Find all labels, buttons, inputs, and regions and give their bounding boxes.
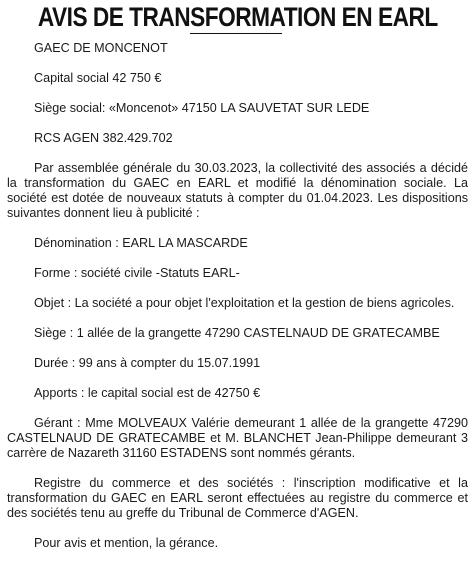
notice-title: AVIS DE TRANSFORMATION EN EARL — [37, 2, 438, 32]
company-name: GAEC DE MONCENOT — [34, 41, 168, 55]
intro-paragraph: Par assemblée générale du 30.03.2023, la collectivité des associés a décidé la transformation du GAEC en EARL et modifié la dénomination sociale. La société est dotée de nouveaux statuts à compter du 01.04.2023. Les dispositions suivantes donnent lieu à publicité : — [7, 161, 468, 220]
gerant-paragraph: Gérant : Mme MOLVEAUX Valérie demeurant 1 allée de la grangette 47290 CASTELNAUD DE GRATECAMBE et M. BLANCHET Jean-Philippe demeurant 3 carrère de Nazareth 31160 ESTADENS sont nommés gérants. — [7, 416, 468, 460]
registre-paragraph: Registre du commerce et des sociétés : l'inscription modificative et la transformation du GAEC en EARL seront effectuées au registre du commerce et des sociétés tenu au greffe du Tribunal de Commerce d'AGEN. — [7, 476, 468, 520]
denomination: Dénomination : EARL LA MASCARDE — [34, 236, 248, 250]
rcs-number: RCS AGEN 382.429.702 — [34, 131, 173, 145]
siege-social: Siège social: «Moncenot» 47150 LA SAUVETAT SUR LEDE — [34, 101, 370, 115]
apports: Apports : le capital social est de 42750 € — [34, 386, 261, 400]
objet: Objet : La société a pour objet l'exploitation et la gestion de biens agricoles. — [34, 296, 455, 310]
notice-body — [7, 41, 468, 566]
forme: Forme : société civile -Statuts EARL- — [34, 266, 240, 280]
capital-social: Capital social 42 750 € — [34, 71, 162, 85]
duree: Durée : 99 ans à compter du 15.07.1991 — [34, 356, 261, 370]
siege-new: Siège : 1 allée de la grangette 47290 CASTELNAUD DE GRATECAMBE — [34, 326, 440, 340]
closing-line: Pour avis et mention, la gérance. — [34, 536, 219, 550]
title-underline — [190, 33, 282, 34]
